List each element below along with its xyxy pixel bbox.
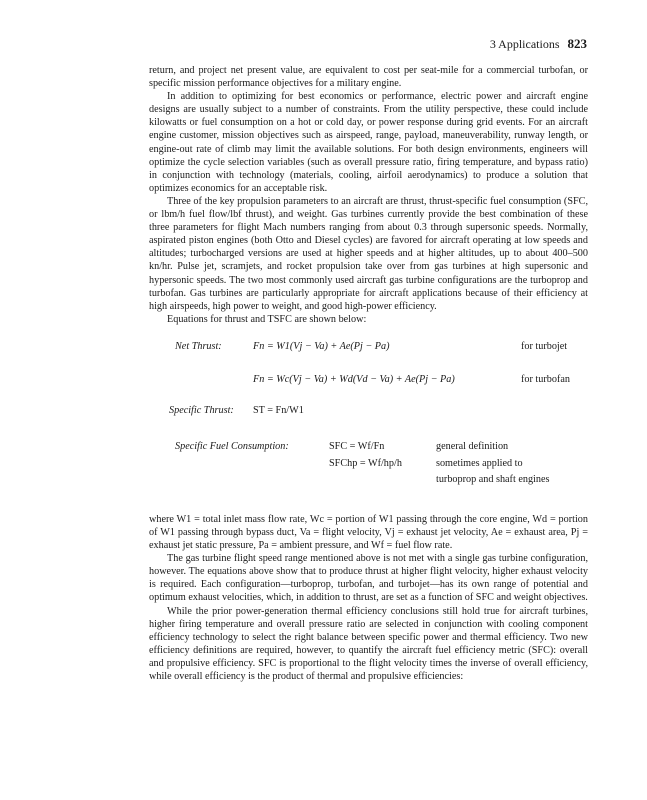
turbojet-note: for turbojet xyxy=(521,340,568,352)
paragraph: In addition to optimizing for best economics or performance, electric power and aircraft engine designs are usually subject to a number of constraints. From the utility perspective, these could include kilowatts or fuel consumption on a hot or cold day, or power response during grid events. For an aircraft engine customer, mission objectives such as airspeed, range, payload, maneuverability, runway length, or engine-out rate of climb may limit the available solutions. For both design environments, engineers will optimize the cycle selection variables (such as overall pressure ratio, firing temperature, and bypass ratio) in conjunction with technology (materials, cooling, airfoil aerodynamics) to produce a solution that optimizes economics for an acceptable risk. xyxy=(149,91,588,194)
equation-block xyxy=(149,334,588,508)
chapter-title: 3 Applications xyxy=(489,37,560,51)
body-text xyxy=(149,64,588,683)
paragraph: The gas turbine flight speed range mentioned above is not met with a single gas turbine configuration, however. The equations above show that to produce thrust at higher flight velocity, higher exhaust velocity is required. Each configuration—turboprop, turbofan, and turbojet—has its own range of potential and optimum exhaust velocities, which, in addition to thrust, are set as a function of SFC and weight objectives. xyxy=(149,553,588,604)
turbojet-equation: Fn = W1(Vj − Va) + Ae(Pj − Pa) xyxy=(253,340,390,352)
sfchp-note-line2: turboprop and shaft engines xyxy=(436,473,550,485)
paragraph: return, and project net present value, are equivalent to cost per seat-mile for a commercial turbofan, or specific mission performance objectives for a military engine. xyxy=(149,65,588,90)
page-number: 823 xyxy=(567,36,587,51)
sfc-note: general definition xyxy=(436,440,509,452)
paragraph: While the prior power-generation thermal efficiency conclusions still hold true for aircraft turbines, higher firing temperature and overall pressure ratio are selected in conjunction with cooling component efficiency technology to select the right balance between specific power and thermal efficiency. Two new efficiency definitions are required, however, to quantify the aircraft fuel efficiency metric (SFC): overall and propulsive efficiency. SFC is proportional to the flight velocity times the inverse of overall efficiency, while overall efficiency is the product of thermal and propulsive efficiencies: xyxy=(149,605,588,682)
specific-thrust-equation: ST = Fn/W1 xyxy=(253,404,304,416)
net-thrust-label: Net Thrust: xyxy=(175,340,222,352)
where-clause: where W1 = total inlet mass flow rate, Wc = portion of W1 passing through the core engine, Wd = portion of W1 passing through bypass duct, Va = flight velocity, Vj = exhaust jet velocity, Ae = exhaust area, Pj = exhaust jet static pressure, Pa = ambient pressure, and Wf = fuel flow rate. xyxy=(149,513,588,552)
running-header xyxy=(490,36,587,52)
specific-thrust-label: Specific Thrust: xyxy=(169,404,234,416)
sfc-label: Specific Fuel Consumption: xyxy=(175,440,289,452)
paragraph: Equations for thrust and TSFC are shown below: xyxy=(167,313,367,325)
paragraph: Three of the key propulsion parameters to an aircraft are thrust, thrust-specific fuel consumption (SFC, or lbm/h fuel flow/lbf thrust), and weight. Gas turbines currently provide the best combination of these three parameters for flight Mach numbers ranging from about 0.3 through supersonic speeds. Normally, aspirated piston engines (both Otto and Diesel cycles) are favored for aircraft operating at low speeds and altitudes; turbocharged versions are used at higher speeds and at higher altitudes, up to about 400–500 kn/hr. Pulse jet, scramjets, and rocket propulsion take over from gas turbines at high supersonic and hypersonic speeds. The two most commonly used aircraft gas turbine configurations are the turboprop and turbofan. Gas turbines are particularly appropriate for aircraft applications because of their efficiency at high airspeeds, high power to weight, and good high-power efficiency. xyxy=(149,195,588,312)
sfchp-note-line1: sometimes applied to xyxy=(436,457,523,469)
sfchp-equation: SFChp = Wf/hp/h xyxy=(329,457,402,469)
turbofan-note: for turbofan xyxy=(521,373,570,385)
sfc-equation: SFC = Wf/Fn xyxy=(329,440,385,452)
turbofan-equation: Fn = Wc(Vj − Va) + Wd(Vd − Va) + Ae(Pj − Pa) xyxy=(253,373,455,385)
